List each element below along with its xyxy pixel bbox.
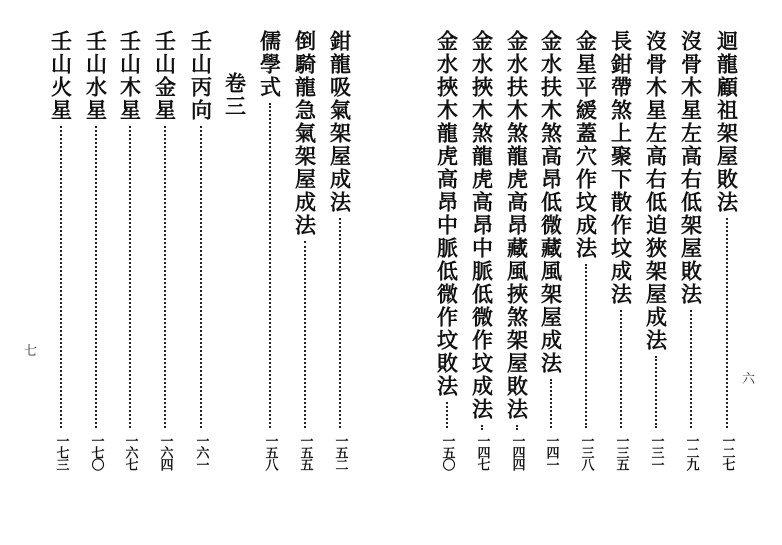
toc-entry — [115, 30, 145, 470]
toc-entry-page: 一七三 — [53, 434, 69, 470]
leader-dots — [129, 126, 131, 428]
toc-entry-page: 一三五 — [613, 434, 629, 470]
toc-entry-title: 壬山火星 — [48, 30, 74, 122]
volume-heading — [220, 72, 250, 132]
volume-title: 卷三 — [222, 72, 248, 118]
toc-entry — [81, 30, 111, 470]
leader-dots — [655, 356, 657, 428]
toc-entry — [712, 30, 742, 470]
toc-entry-page: 一六七 — [122, 434, 138, 470]
leader-dots — [269, 103, 271, 428]
toc-entry-title: 金水挾木龍虎高昂中脈低微作坟敗法 — [434, 30, 460, 398]
leader-dots — [620, 310, 622, 428]
toc-entry-title: 壬山水星 — [83, 30, 109, 122]
toc-entry-title: 長鉗帶煞上聚下散作坟成法 — [608, 30, 634, 306]
leader-dots — [446, 402, 448, 428]
toc-entry — [641, 30, 671, 470]
toc-entry-page: 一四一 — [543, 434, 559, 470]
toc-entry — [502, 30, 532, 470]
toc-entry — [536, 30, 566, 470]
toc-entry — [325, 30, 355, 470]
leader-dots — [550, 379, 552, 428]
toc-entry-title: 金水扶木煞龍虎高昂藏風挾煞架屋敗法 — [504, 30, 530, 421]
leader-dots — [164, 126, 166, 428]
toc-entry-title: 壬山金星 — [152, 30, 178, 122]
toc-entry-title: 沒骨木星左高右低架屋敗法 — [678, 30, 704, 306]
leader-dots — [481, 425, 483, 428]
toc-entry — [46, 30, 76, 470]
toc-entry — [432, 30, 462, 470]
page-folio: 六 — [742, 372, 756, 387]
toc-entry — [606, 30, 636, 470]
toc-entry-page: 一五二 — [332, 434, 348, 470]
toc-entry-page: 一二九 — [683, 434, 699, 470]
toc-entry — [571, 30, 601, 470]
toc-entry-page: 一七〇 — [88, 434, 104, 470]
toc-entry-page: 一四四 — [509, 434, 525, 470]
leader-dots — [516, 425, 518, 428]
toc-entry-title: 鉗龍吸氣架屋成法 — [327, 30, 353, 214]
toc-entry — [150, 30, 180, 470]
toc-entry-page: 一四七 — [474, 434, 490, 470]
toc-entry — [255, 30, 285, 470]
leader-dots — [726, 218, 728, 428]
toc-entry — [186, 30, 216, 470]
toc-entry-title: 倒騎龍急氣架屋成法 — [292, 30, 318, 237]
toc-entry-page: 一二七 — [719, 434, 735, 470]
leader-dots — [585, 264, 587, 428]
toc-entry-title: 沒骨木星左高右低迫狹架屋成法 — [643, 30, 669, 352]
toc-entry — [290, 30, 320, 470]
toc-entry-page: 一五五 — [297, 434, 313, 470]
toc-entry-page: 一三一 — [648, 434, 664, 470]
leader-dots — [339, 218, 341, 428]
leader-dots — [60, 126, 62, 428]
leader-dots — [304, 241, 306, 428]
toc-entry-page: 一五〇 — [439, 434, 455, 470]
toc-entry-title: 儒學式 — [257, 30, 283, 99]
toc-entry-page: 一六一 — [193, 434, 209, 470]
toc-entry-title: 金星平緩蓋穴作坟成法 — [573, 30, 599, 260]
toc-entry-page: 一三八 — [578, 434, 594, 470]
leader-dots — [200, 126, 202, 428]
toc-entry-title: 壬山木星 — [117, 30, 143, 122]
toc-entry-title: 壬山丙向 — [188, 30, 214, 122]
toc-entry-title: 迴龍顧祖架屋敗法 — [714, 30, 740, 214]
leader-dots — [95, 126, 97, 428]
toc-entry-title: 金水扶木煞高昂低微藏風架屋成法 — [538, 30, 564, 375]
toc-entry-page: 一五八 — [262, 434, 278, 470]
toc-entry-title: 金水挾木煞龍虎高昂中脈低微作坟成法 — [469, 30, 495, 421]
leader-dots — [690, 310, 692, 428]
page-folio: 七 — [24, 344, 38, 359]
toc-entry — [676, 30, 706, 470]
toc-entry — [467, 30, 497, 470]
toc-entry-page: 一六四 — [157, 434, 173, 470]
